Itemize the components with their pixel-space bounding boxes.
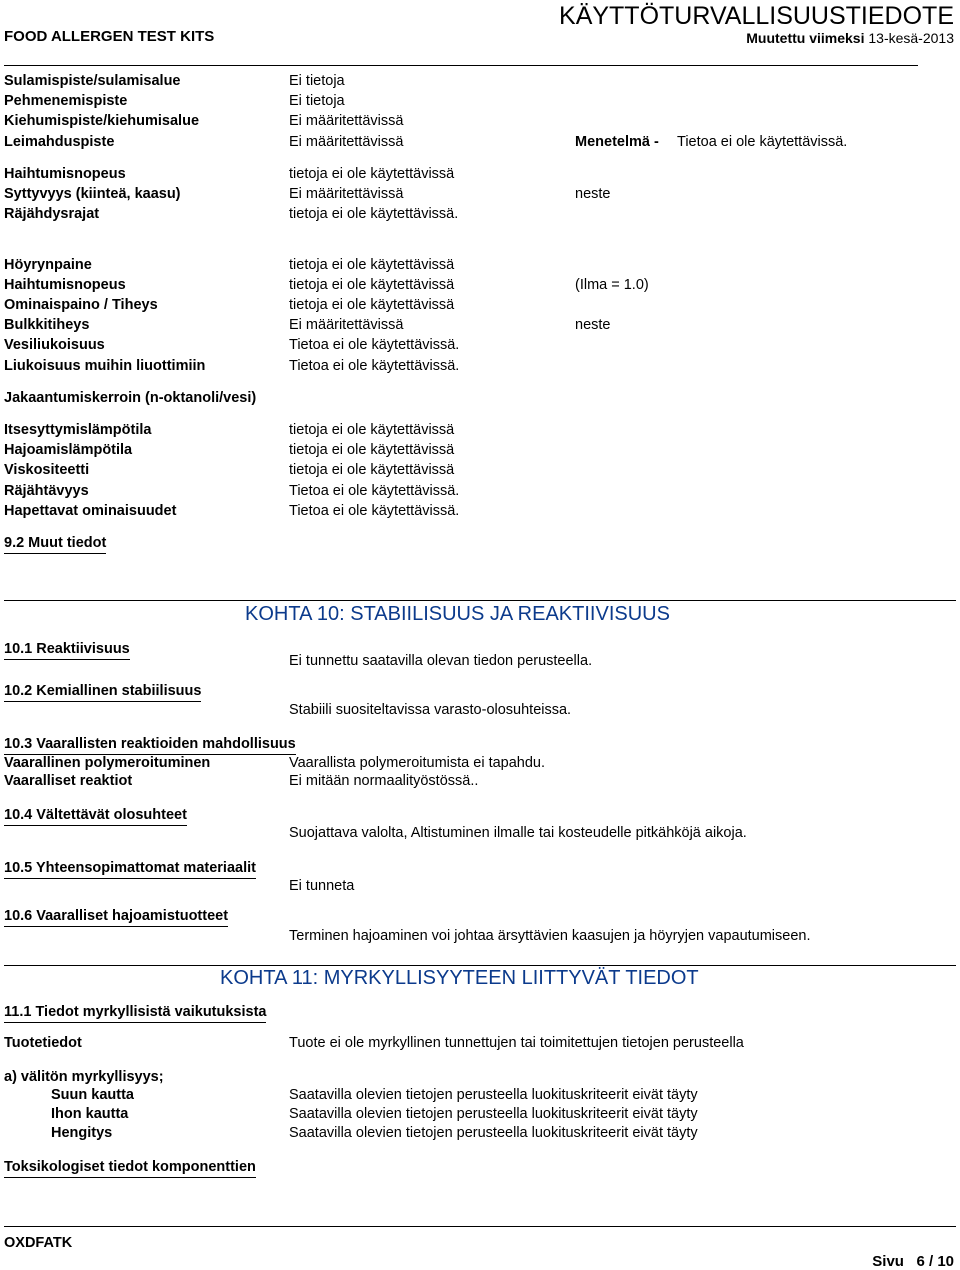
prop-label: Hajoamislämpötila: [4, 442, 133, 458]
stability-value: Stabiili suositeltavissa varasto-olosuhteissa.: [289, 702, 572, 718]
stability-label: 10.2 Kemiallinen stabiilisuus: [4, 683, 201, 702]
other-info-heading: 9.2 Muut tiedot: [4, 535, 106, 554]
prop-value: tietoja ei ole käytettävissä: [289, 277, 455, 293]
polymerization-value: Vaarallista polymeroitumista ei tapahdu.: [289, 755, 546, 771]
prop-value: Tietoa ei ole käytettävissä.: [289, 337, 460, 353]
hazardous-reactions-value: Ei mitään normaalityöstössä..: [289, 773, 479, 789]
prop-label: Haihtumisnopeus: [4, 277, 126, 293]
decomposition-value: Terminen hajoaminen voi johtaa ärsyttävien kaasujen ja höyryjen vapautumiseen.: [289, 928, 811, 944]
component-toxicology-heading: Toksikologiset tiedot komponenttien: [4, 1159, 256, 1178]
prop-label: Bulkkitiheys: [4, 317, 90, 333]
prop-value: Tietoa ei ole käytettävissä.: [289, 358, 460, 374]
prop-label: Kiehumispiste/kiehumisalue: [4, 113, 200, 129]
page-number: 6 / 10: [916, 1253, 954, 1270]
prop-value: tietoja ei ole käytettävissä: [289, 462, 455, 478]
prop-value: tietoja ei ole käytettävissä: [289, 297, 455, 313]
prop-label: Räjähdysrajat: [4, 206, 100, 222]
company-name: FOOD ALLERGEN TEST KITS: [4, 28, 215, 45]
page-label: Sivu: [872, 1253, 904, 1270]
prop-value: tietoja ei ole käytettävissä: [289, 257, 455, 273]
prop-extra: (Ilma = 1.0): [575, 277, 649, 293]
acute-route-value: Saatavilla olevien tietojen perusteella luokituskriteerit eivät täyty: [289, 1125, 698, 1141]
product-info-value: Tuote ei ole myrkyllinen tunnettujen tai toimitettujen tietojen perusteella: [289, 1035, 744, 1051]
prop-value: Ei tietoja: [289, 93, 345, 109]
header-rule: [4, 65, 918, 66]
prop-value: Ei määritettävissä: [289, 134, 404, 150]
footer-rule: [4, 1226, 956, 1227]
incompatible-value: Ei tunneta: [289, 878, 355, 894]
acute-route-label: Ihon kautta: [51, 1106, 129, 1122]
revision-info: [746, 30, 954, 46]
page-indicator: [872, 1253, 954, 1270]
revised-date: 13-kesä-2013: [868, 30, 954, 46]
partition-coefficient-label: Jakaantumiskerroin (n-oktanoli/vesi): [4, 390, 257, 406]
decomposition-label: 10.6 Vaaralliset hajoamistuotteet: [4, 908, 228, 927]
prop-value: Ei tietoja: [289, 73, 345, 89]
product-info-label: Tuotetiedot: [4, 1035, 82, 1051]
hazard-reactions-heading: 10.3 Vaarallisten reaktioiden mahdollisuus: [4, 736, 296, 755]
method-value: Tietoa ei ole käytettävissä.: [677, 134, 848, 150]
prop-label: Vesiliukoisuus: [4, 337, 105, 353]
section11-bar: [4, 965, 956, 966]
prop-value: tietoja ei ole käytettävissä: [289, 166, 455, 182]
prop-label: Syttyvyys (kiinteä, kaasu): [4, 186, 181, 202]
section10-title: KOHTA 10: STABIILISUUS JA REAKTIIVISUUS: [245, 603, 670, 625]
prop-label: Liukoisuus muihin liuottimiin: [4, 358, 206, 374]
document-title: KÄYTTÖTURVALLISUUSTIEDOTE: [559, 2, 954, 30]
acute-toxicity-label: a) välitön myrkyllisyys;: [4, 1069, 164, 1085]
acute-route-value: Saatavilla olevien tietojen perusteella luokituskriteerit eivät täyty: [289, 1087, 698, 1103]
prop-value: tietoja ei ole käytettävissä: [289, 442, 455, 458]
prop-label: Haihtumisnopeus: [4, 166, 126, 182]
prop-label: Pehmenemispiste: [4, 93, 128, 109]
prop-label: Viskositeetti: [4, 462, 90, 478]
prop-extra: neste: [575, 317, 611, 333]
prop-label: Itsesyttymislämpötila: [4, 422, 152, 438]
prop-value: tietoja ei ole käytettävissä: [289, 422, 455, 438]
revised-label: Muutettu viimeksi: [746, 30, 865, 46]
prop-label: Höyrynpaine: [4, 257, 92, 273]
prop-label: Leimahduspiste: [4, 134, 115, 150]
prop-extra: neste: [575, 186, 611, 202]
prop-label: Räjähtävyys: [4, 483, 89, 499]
acute-route-value: Saatavilla olevien tietojen perusteella luokituskriteerit eivät täyty: [289, 1106, 698, 1122]
acute-route-label: Hengitys: [51, 1125, 113, 1141]
section10-bar: [4, 600, 956, 601]
prop-value: tietoja ei ole käytettävissä.: [289, 206, 459, 222]
prop-value: Tietoa ei ole käytettävissä.: [289, 503, 460, 519]
avoid-conditions-value: Suojattava valolta, Altistuminen ilmalle tai kosteudelle pitkähköjä aikoja.: [289, 825, 747, 841]
incompatible-label: 10.5 Yhteensopimattomat materiaalit: [4, 860, 256, 879]
reactivity-label: 10.1 Reaktiivisuus: [4, 641, 130, 660]
prop-label: Ominaispaino / Tiheys: [4, 297, 158, 313]
prop-value: Ei määritettävissä: [289, 317, 404, 333]
section11-title: KOHTA 11: MYRKYLLISYYTEEN LIITTYVÄT TIEDOT: [220, 967, 699, 989]
polymerization-label: Vaarallinen polymeroituminen: [4, 755, 211, 771]
hazardous-reactions-label: Vaaralliset reaktiot: [4, 773, 133, 789]
method-label: Menetelmä -: [575, 134, 659, 150]
prop-label: Hapettavat ominaisuudet: [4, 503, 177, 519]
toxic-effects-heading: 11.1 Tiedot myrkyllisistä vaikutuksista: [4, 1004, 266, 1023]
product-code: OXDFATK: [4, 1235, 73, 1251]
prop-value: Ei määritettävissä: [289, 186, 404, 202]
prop-value: Ei määritettävissä: [289, 113, 404, 129]
prop-value: Tietoa ei ole käytettävissä.: [289, 483, 460, 499]
prop-label: Sulamispiste/sulamisalue: [4, 73, 181, 89]
reactivity-value: Ei tunnettu saatavilla olevan tiedon perusteella.: [289, 653, 593, 669]
acute-route-label: Suun kautta: [51, 1087, 134, 1103]
avoid-conditions-label: 10.4 Vältettävät olosuhteet: [4, 807, 187, 826]
